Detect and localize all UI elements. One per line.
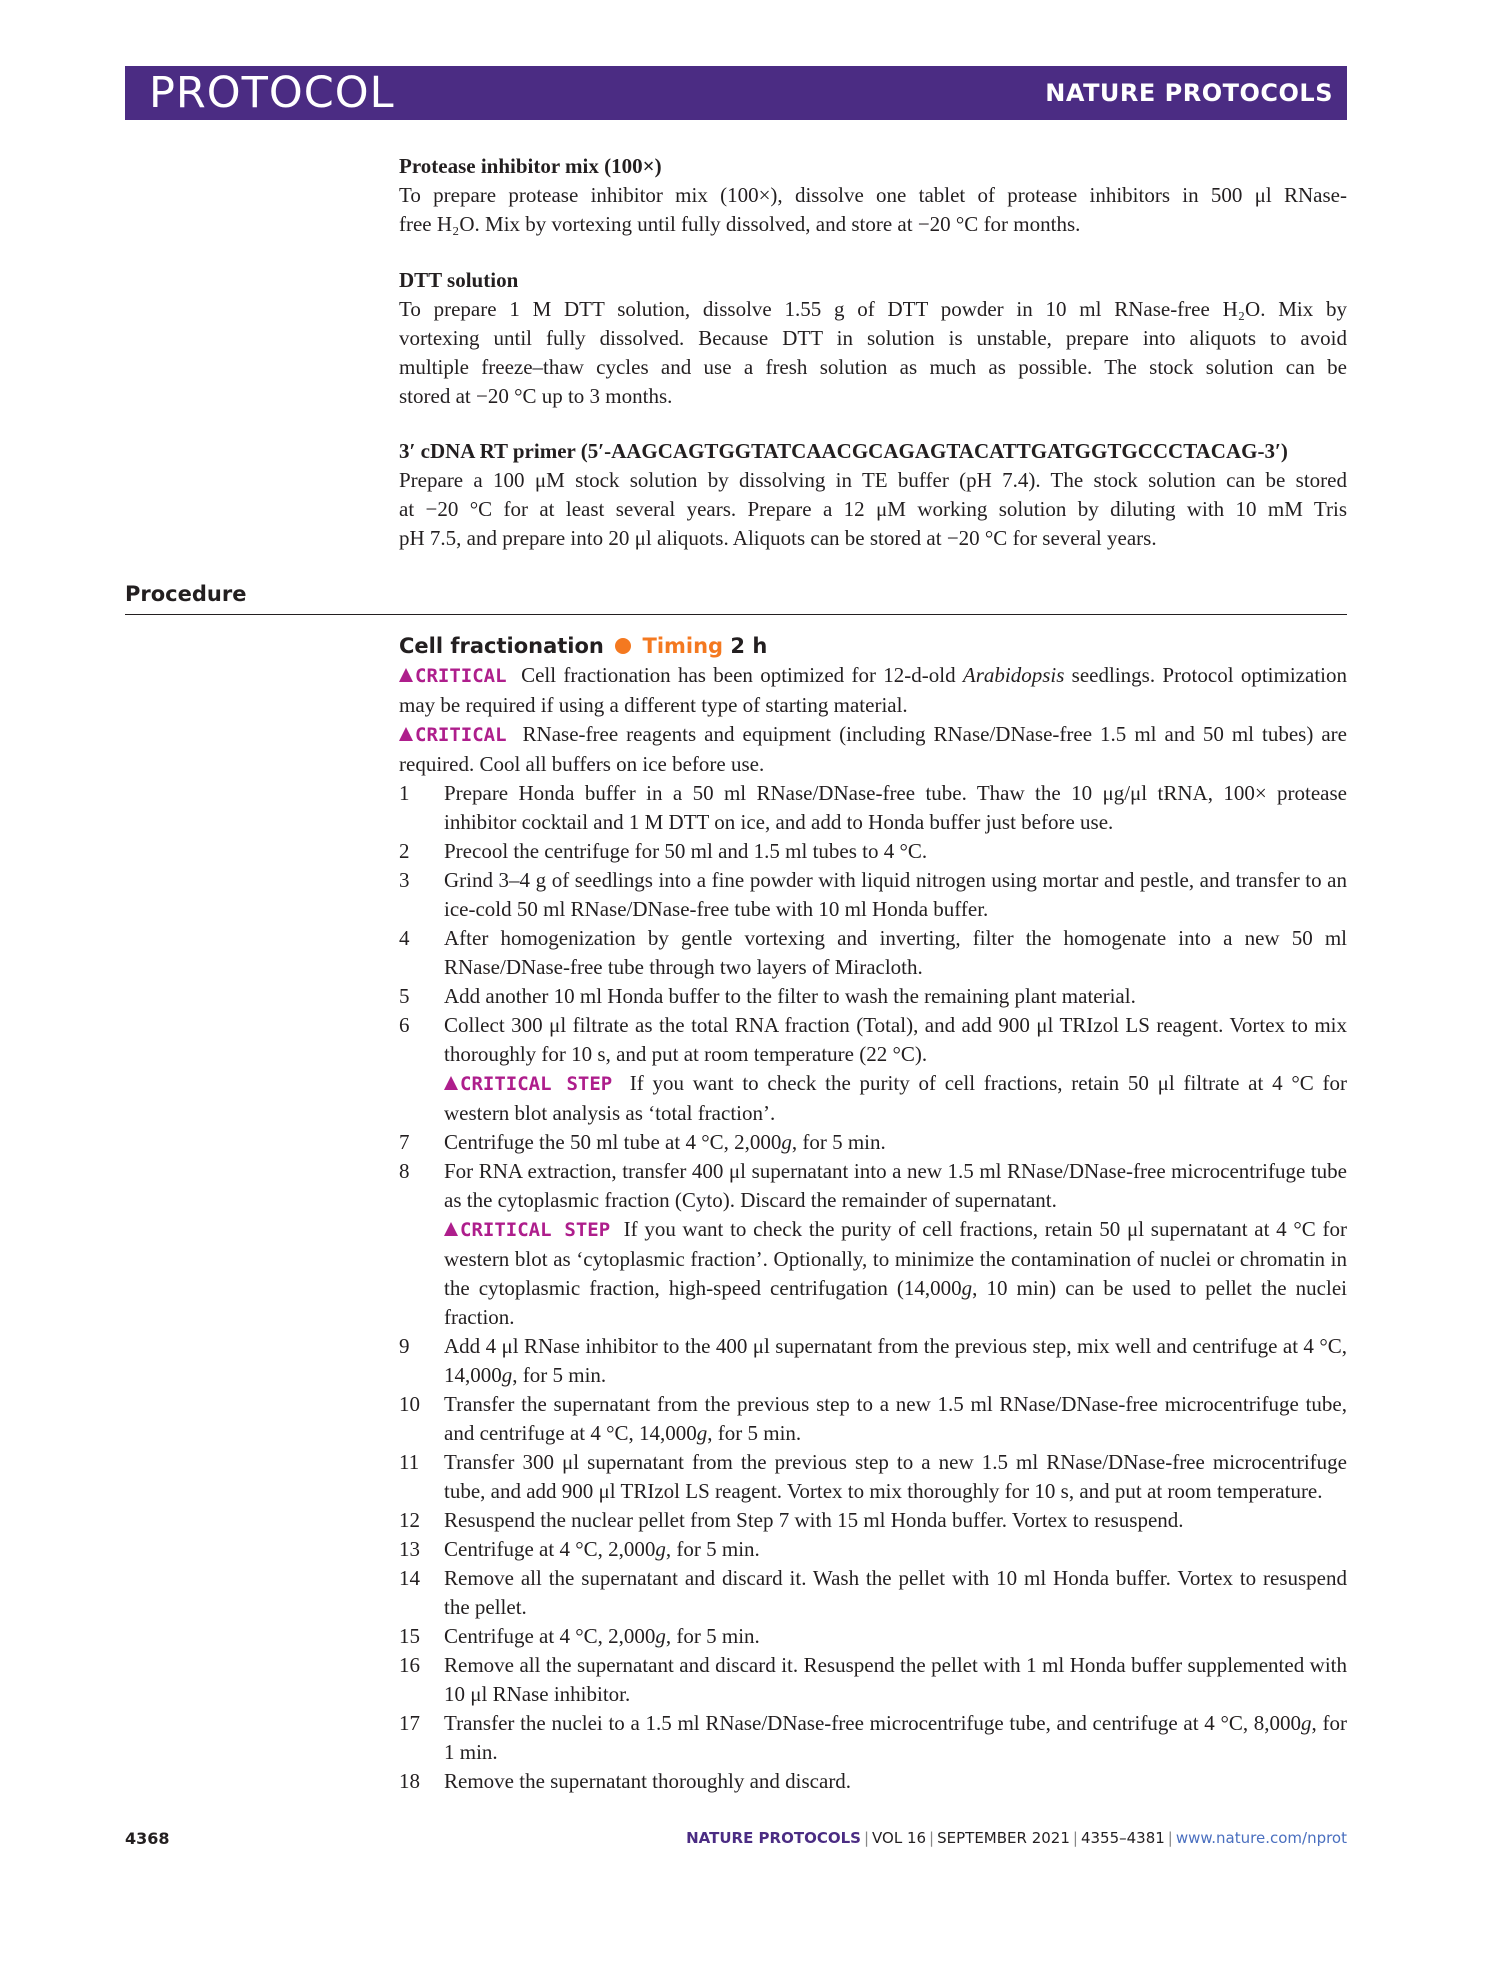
reagent-text: free H₂O. Mix by vortexing until fully dissolved, and store at −20 °C for months. <box>399 212 1081 236</box>
footer-journal: NATURE PROTOCOLS <box>686 1829 861 1847</box>
procedure-step: 15 Centrifuge at 4 °C, 2,000g, for 5 min. <box>399 1622 1347 1651</box>
article-type-label: PROTOCOL <box>149 68 395 118</box>
procedure-step: 1 Prepare Honda buffer in a 50 ml RNase/DNase-free tube. Thaw the 10 μg/μl tRNA, 100× protease inhibitor cocktail and 1 M DTT on ice, and add to Honda buffer just before use. <box>399 781 1347 834</box>
subsection-heading <box>399 632 1347 661</box>
critical-note: CRITICAL Cell fractionation has been optimized for 12-d-old Arabidopsis seedlings. Protocol optimization may be required if using a different type of starting material. <box>399 663 1347 717</box>
critical-step-note: CRITICAL STEP If you want to check the purity of cell fractions, retain 50 μl supernatant at 4 °C for western blot as ‘cytoplasmic fraction’. Optionally, to minimize the contamination of nuclei or chromatin in the cytoplasmic fraction, high-speed centrifugation (14,000g, 10 min) can be used to pellet the nuclei fraction. <box>444 1217 1348 1329</box>
reagent-title: Protease inhibitor mix (100×) <box>399 154 662 178</box>
procedure-step: 6 Collect 300 μl filtrate as the total RNA fraction (Total), and add 900 μl TRIzol LS reagent. Vortex to mix thoroughly for 10 s, and put at room temperature (22 °C). CRITICAL STEP If you want to check the purity of cell fractions, retain 50 μl filtrate at 4 °C for western blot analysis as ‘total fraction’. <box>399 1011 1347 1128</box>
journal-name: NATURE PROTOCOLS <box>1045 79 1333 107</box>
timing-label: Timing <box>642 634 724 658</box>
step-number: 18 <box>399 1769 420 1793</box>
procedure-step: 5 Add another 10 ml Honda buffer to the filter to wash the remaining plant material. <box>399 982 1347 1011</box>
step-number: 1 <box>399 781 410 805</box>
step-number: 15 <box>399 1624 420 1648</box>
procedure-step: 3 Grind 3–4 g of seedlings into a fine powder with liquid nitrogen using mortar and pestle, and transfer to an ice-cold 50 ml RNase/DNase-free tube with 10 ml Honda buffer. <box>399 868 1347 921</box>
step-number: 13 <box>399 1537 420 1561</box>
procedure-step: 17 Transfer the nuclei to a 1.5 ml RNase/DNase-free microcentrifuge tube, and centrifuge at 4 °C, 8,000g, for 1 min. <box>399 1711 1347 1764</box>
procedure-step: 18 Remove the supernatant thoroughly and discard. <box>399 1767 1347 1796</box>
procedure-step: 8 For RNA extraction, transfer 400 μl supernatant into a new 1.5 ml RNase/DNase-free microcentrifuge tube as the cytoplasmic fraction (Cyto). Discard the remainder of supernatant. CRITICAL STEP If you want to check the purity of cell fractions, retain 50 μl supernatant at 4 °C for western blot as ‘cytoplasmic fraction’. Optionally, to minimize the contamination of nuclei or chromatin in the cytoplasmic fraction, high-speed centrifugation (14,000g, 10 min) can be used to pellet the nuclei fraction. <box>399 1157 1347 1332</box>
procedure-step: 2 Precool the centrifuge for 50 ml and 1.5 ml tubes to 4 °C. <box>399 837 1347 866</box>
journal-header-bar <box>125 66 1347 120</box>
subsection-title: Cell fractionation <box>399 634 604 658</box>
critical-step-label: CRITICAL STEP <box>460 1073 613 1095</box>
procedure-step: 12 Resuspend the nuclear pellet from Step 7 with 15 ml Honda buffer. Vortex to resuspend. <box>399 1506 1347 1535</box>
procedure-step: 7 Centrifuge the 50 ml tube at 4 °C, 2,000g, for 5 min. <box>399 1128 1347 1157</box>
step-number: 9 <box>399 1334 410 1358</box>
critical-label: CRITICAL <box>415 724 507 746</box>
footer-pages: 4355–4381 <box>1080 1829 1165 1847</box>
timing-dot-icon <box>615 638 631 654</box>
step-number: 2 <box>399 839 410 863</box>
procedure-step: 14 Remove all the supernatant and discard it. Wash the pellet with 10 ml Honda buffer. Vortex to resuspend the pellet. <box>399 1566 1347 1619</box>
step-number: 3 <box>399 868 410 892</box>
critical-step-note: CRITICAL STEP If you want to check the purity of cell fractions, retain 50 μl filtrate at 4 °C for western blot analysis as ‘total fraction’. <box>444 1071 1347 1125</box>
procedure-step: 10 Transfer the supernatant from the previous step to a new 1.5 ml RNase/DNase-free microcentrifuge tube, and centrifuge at 4 °C, 14,000g, for 5 min. <box>399 1392 1347 1445</box>
step-number: 17 <box>399 1711 420 1735</box>
procedure-step: 16 Remove all the supernatant and discard it. Resuspend the pellet with 1 ml Honda buffer supplemented with 10 μl RNase inhibitor. <box>399 1653 1347 1706</box>
timing-value: 2 h <box>730 634 768 658</box>
step-number: 5 <box>399 984 410 1008</box>
procedure-body <box>399 632 1347 1796</box>
footer-date: SEPTEMBER 2021 <box>937 1829 1070 1847</box>
reagent-text: at −20 °C for at least several years. Prepare a 12 μM working solution by diluting with 10 mM Tris <box>399 497 1347 521</box>
reagent-text: pH 7.5, and prepare into 20 μl aliquots. Aliquots can be stored at −20 °C for several years. <box>399 526 1157 550</box>
step-number: 11 <box>399 1450 420 1474</box>
reagent-text: vortexing until fully dissolved. Because DTT in solution is unstable, prepare into aliquots to avoid <box>399 326 1347 350</box>
procedure-step: 11 Transfer 300 μl supernatant from the previous step to a new 1.5 ml RNase/DNase-free microcentrifuge tube, and add 900 μl TRIzol LS reagent. Vortex to mix thoroughly for 10 s, and put at room temperature. <box>399 1450 1347 1503</box>
reagent-text: To prepare protease inhibitor mix (100×), dissolve one tablet of protease inhibitors in 500 μl RNase- <box>399 183 1347 207</box>
reagent-title: DTT solution <box>399 268 519 292</box>
section-procedure-label: Procedure <box>125 582 247 606</box>
reagent-text: To prepare 1 M DTT solution, dissolve 1.55 g of DTT powder in 10 ml RNase-free H₂O. Mix by <box>399 297 1347 321</box>
procedure-step: 13 Centrifuge at 4 °C, 2,000g, for 5 min. <box>399 1535 1347 1564</box>
warning-triangle-icon <box>444 1076 458 1090</box>
footer-url-link[interactable]: www.nature.com/nprot <box>1175 1829 1347 1847</box>
warning-triangle-icon <box>399 668 413 682</box>
page-number: 4368 <box>125 1829 170 1848</box>
step-number: 10 <box>399 1392 420 1416</box>
step-number: 12 <box>399 1508 420 1532</box>
footer-citation: NATURE PROTOCOLS | VOL 16 | SEPTEMBER 2021 | 4355–4381 | www.nature.com/nprot <box>686 1829 1347 1847</box>
reagent-dtt <box>399 266 1347 411</box>
procedure-step: 4 After homogenization by gentle vortexing and inverting, filter the homogenate into a new 50 ml RNase/DNase-free tube through two layers of Miracloth. <box>399 926 1347 979</box>
step-number: 7 <box>399 1130 410 1154</box>
critical-label: CRITICAL <box>415 665 507 687</box>
step-number: 4 <box>399 926 410 950</box>
critical-note: CRITICAL RNase-free reagents and equipment (including RNase/DNase-free 1.5 ml and 50 ml tubes) are required. Cool all buffers on ice before use. <box>399 722 1347 776</box>
step-number: 6 <box>399 1013 410 1037</box>
section-divider <box>125 614 1347 615</box>
reagent-text: stored at −20 °C up to 3 months. <box>399 384 673 408</box>
reagent-text: Prepare a 100 μM stock solution by dissolving in TE buffer (pH 7.4). The stock solution can be stored <box>399 468 1347 492</box>
reagent-title: 3′ cDNA RT primer (5′-AAGCAGTGGTATCAACGCAGAGTACATTGATGGTGCCCTACAG-3′) <box>399 439 1288 463</box>
step-number: 14 <box>399 1566 420 1590</box>
reagent-protease-inhibitor <box>399 152 1347 239</box>
warning-triangle-icon <box>399 727 413 741</box>
reagent-rt-primer <box>399 437 1347 553</box>
critical-step-label: CRITICAL STEP <box>460 1219 611 1241</box>
step-number: 8 <box>399 1159 410 1183</box>
reagent-text: multiple freeze–thaw cycles and use a fresh solution as much as possible. The stock solution can be <box>399 355 1347 379</box>
step-number: 16 <box>399 1653 420 1677</box>
warning-triangle-icon <box>444 1222 458 1236</box>
footer-volume: VOL 16 <box>872 1829 927 1847</box>
procedure-step: 9 Add 4 μl RNase inhibitor to the 400 μl supernatant from the previous step, mix well and centrifuge at 4 °C, 14,000g, for 5 min. <box>399 1334 1347 1387</box>
